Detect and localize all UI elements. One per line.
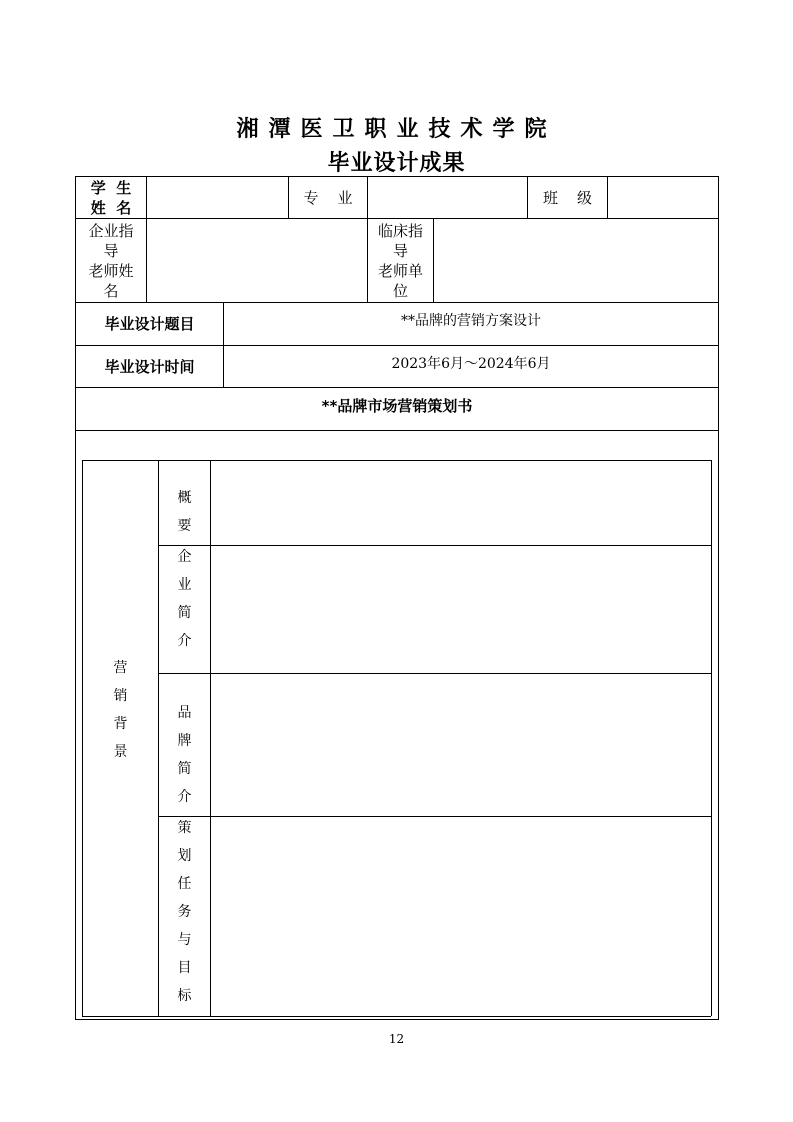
- student-name-label: [76, 177, 146, 218]
- design-topic-label: 毕业设计题目: [104, 315, 195, 333]
- brand-intro-label: [159, 699, 210, 811]
- company-intro-content[interactable]: [211, 546, 711, 673]
- company-intro-label: [159, 543, 210, 655]
- brand-intro-content[interactable]: [211, 674, 711, 816]
- design-time-label: 毕业设计时间: [104, 357, 195, 376]
- document-subtitle: 毕业设计成果: [327, 151, 466, 176]
- label-char: 简: [177, 605, 192, 621]
- clinical-tutor-field[interactable]: [434, 219, 718, 302]
- label-char: 概: [177, 490, 192, 506]
- clinical-tutor-label: [368, 219, 433, 302]
- class-label: 班 级: [542, 188, 593, 207]
- label-char: 与: [177, 932, 192, 948]
- enterprise-tutor-label-line: 企业指: [88, 221, 134, 240]
- label-char: 销: [113, 688, 128, 704]
- student-name-field[interactable]: [147, 177, 288, 218]
- label-char: 牌: [177, 733, 192, 749]
- clinical-tutor-label-line: 导: [392, 241, 408, 260]
- label-char: 标: [177, 988, 192, 1004]
- enterprise-tutor-label-line: 名: [103, 281, 119, 300]
- clinical-tutor-label-line: 临床指: [377, 221, 423, 240]
- student-name-label-line1: 学 生: [90, 178, 132, 197]
- label-char: 营: [113, 660, 128, 676]
- page-number: 12: [388, 1032, 405, 1046]
- plan-goals-label: [159, 814, 210, 1010]
- enterprise-tutor-label-line: 老师姓: [88, 261, 134, 280]
- label-char: 背: [113, 716, 128, 732]
- label-char: 任: [177, 876, 192, 892]
- design-time-value[interactable]: 2023年6月～2024年6月: [391, 356, 551, 372]
- overview-label: [159, 484, 210, 540]
- enterprise-tutor-label-line: 导: [103, 241, 119, 260]
- label-char: 企: [177, 549, 192, 565]
- label-char: 务: [177, 904, 192, 920]
- student-name-label-line2: 姓 名: [90, 198, 132, 217]
- label-char: 业: [177, 577, 192, 593]
- school-title: 湘潭医卫职业技术学院: [236, 117, 557, 142]
- major-label: 专 业: [303, 188, 353, 207]
- clinical-tutor-label-line: 位: [392, 281, 408, 300]
- label-char: 划: [177, 848, 192, 864]
- label-char: 介: [177, 789, 192, 805]
- label-char: 景: [113, 744, 128, 760]
- label-char: 策: [177, 820, 192, 836]
- marketing-background-label: [83, 654, 158, 766]
- design-topic-value[interactable]: **品牌的营销方案设计: [401, 313, 541, 329]
- label-char: 要: [177, 518, 192, 534]
- label-char: 介: [177, 633, 192, 649]
- overview-content[interactable]: [211, 461, 711, 545]
- enterprise-tutor-label: [76, 219, 146, 302]
- label-char: 品: [177, 705, 192, 721]
- label-char: 目: [177, 960, 192, 976]
- clinical-tutor-label-line: 老师单: [377, 261, 423, 280]
- label-char: 简: [177, 761, 192, 777]
- major-field[interactable]: [368, 177, 527, 218]
- class-field[interactable]: [608, 177, 718, 218]
- enterprise-tutor-field[interactable]: [147, 219, 367, 302]
- plan-goals-content[interactable]: [211, 817, 711, 1016]
- plan-title: **品牌市场营销策划书: [321, 397, 473, 415]
